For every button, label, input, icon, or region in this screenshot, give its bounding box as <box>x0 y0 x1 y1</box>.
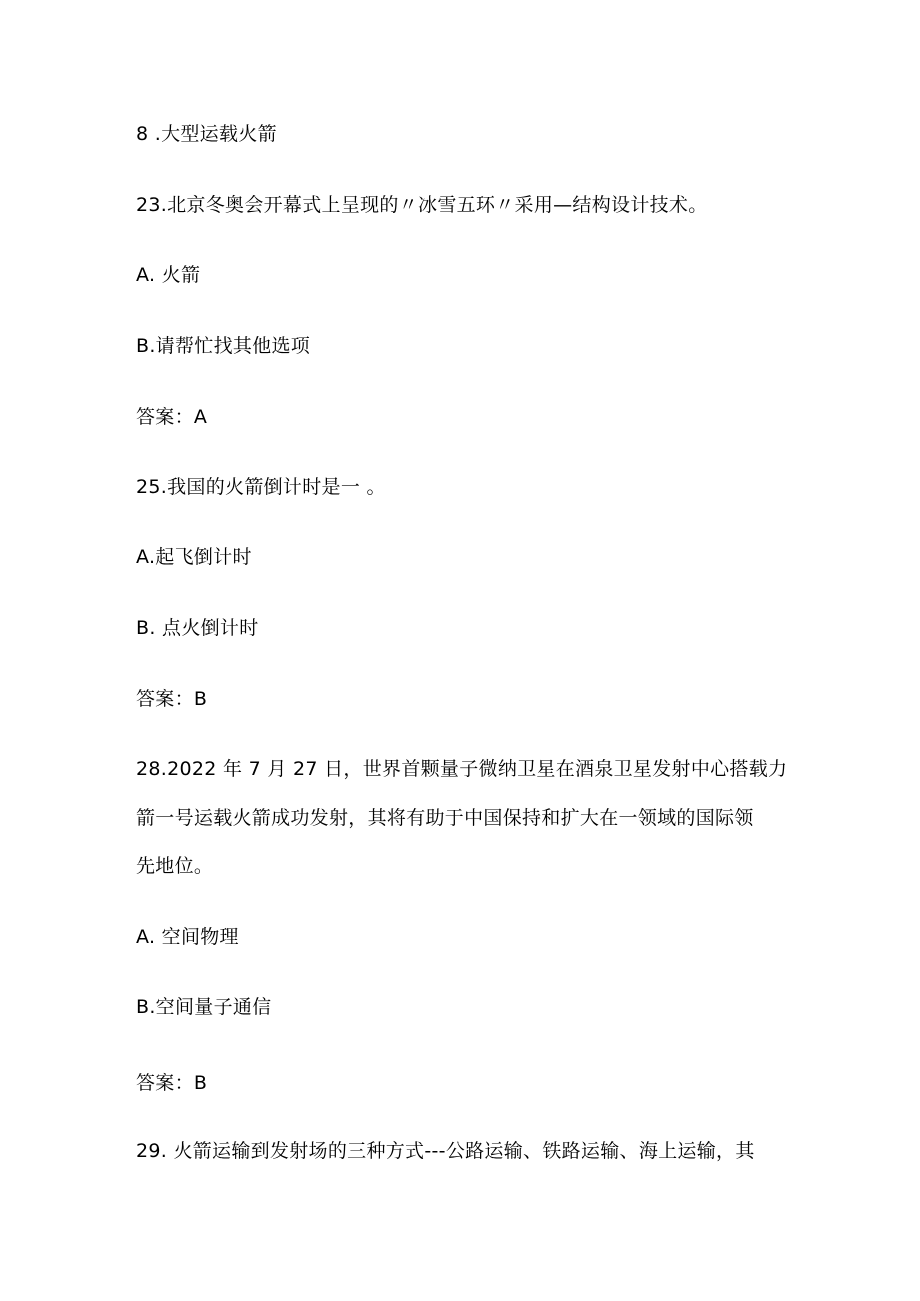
option-line: B.请帮忙找其他选项 <box>136 335 311 357</box>
question-28-line-2: 箭一号运载火箭成功发射，其将有助于中国保持和扩大在一领域的国际领 <box>136 807 754 829</box>
question-25: 25.我国的火箭倒计时是一 。 <box>136 476 386 498</box>
option-line: B.空间量子通信 <box>136 996 272 1018</box>
option-line: A. 空间物理 <box>136 926 239 948</box>
answer-line: 答案：A <box>136 406 208 428</box>
option-line: B. 点火倒计时 <box>136 617 259 639</box>
question-23: 23.北京冬奥会开幕式上呈现的〃冰雪五环〃采用—结构设计技术。 <box>136 194 708 216</box>
question-28-line-1: 28.2022 年 7 月 27 日，世界首颗量子微纳卫星在酒泉卫星发射中心搭载力 <box>136 758 788 780</box>
question-28-line-3: 先地位。 <box>136 855 214 877</box>
answer-line: 答案：B <box>136 1072 208 1094</box>
answer-line: 答案：B <box>136 688 208 710</box>
option-line: A.起飞倒计时 <box>136 546 252 568</box>
option-line: A. 火箭 <box>136 264 201 286</box>
question-29: 29. 火箭运输到发射场的三种方式---公路运输、铁路运输、海上运输，其 <box>136 1140 755 1162</box>
option-line: 8 .大型运载火箭 <box>136 123 277 145</box>
